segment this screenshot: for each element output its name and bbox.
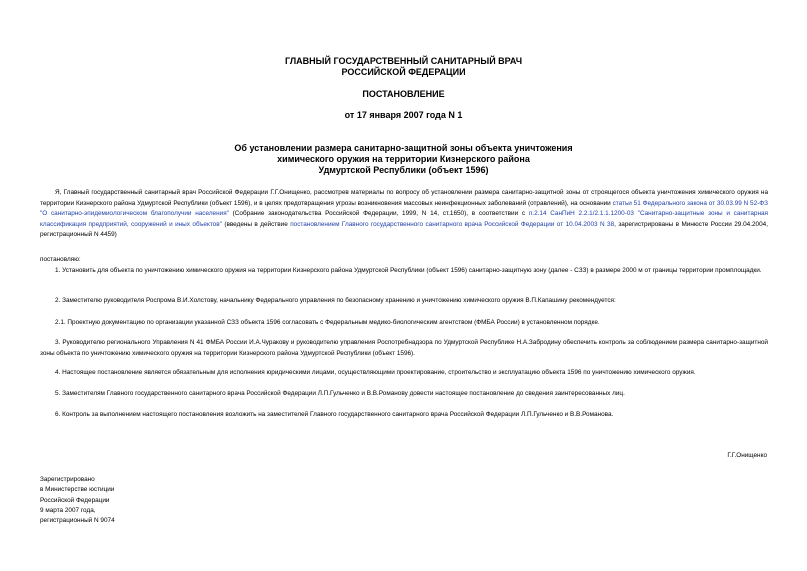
issuer-line-2: РОССИЙСКОЙ ФЕДЕРАЦИИ xyxy=(341,67,466,77)
registration-block xyxy=(40,475,115,526)
document-type: ПОСТАНОВЛЕНИЕ xyxy=(362,89,445,99)
preamble-text-4: , зарегистрированы в Минюсте России 29.04.2004, регистрационный N 4459) xyxy=(40,220,768,239)
item-4: 4. Настоящее постановление является обязательным для исполнения юридическими лицами, осуществляющими проектирование, строительство и эксплуатацию объекта 1596 по уничтожению химического оружия. xyxy=(55,369,696,376)
document-date: от 17 января 2007 года N 1 xyxy=(344,110,463,120)
preamble-paragraph xyxy=(40,188,768,241)
law-link[interactable]: статьи 51 Федерального закона от 30.03.99 N 52-ФЗ "О санитарно-эпидемиологическом благополучии населения" xyxy=(40,199,768,218)
item-3: 3. Руководителю регионального Управления N 41 ФМБА России И.А.Чуракову и руководителю управления Роспотребнадзора по Удмуртской Республике Н.А.Забродину обеспечить контроль за соблюдением размера санитарно-защитной зоны объекта по уничтожению химического оружия на территории Кизнерского района Удмуртской Республики (объект 1596). xyxy=(40,339,768,357)
registration-line-3: Российской Федерации xyxy=(40,496,110,504)
registration-line-5: регистрационный N 9074 xyxy=(40,517,115,525)
item-5: 5. Заместителям Главного государственного санитарного врача Российской Федерации Л.П.Гульченко и В.В.Романову довести настоящее постановление до сведения заинтересованных лиц. xyxy=(55,390,625,397)
item-1: 1. Установить для объекта по уничтожению химического оружия на территории Кизнерского района Удмуртской Республики (объект 1596) санитарно-защитную зону (далее - СЗЗ) в размере 2000 м от границы территории промплощадки. xyxy=(55,267,762,274)
signature: Г.Г.Онищенко xyxy=(727,452,767,459)
item-2-1: 2.1. Проектную документацию по организации указанной СЗЗ объекта 1596 согласовать с Федеральным медико-биологическим агентством (ФМБА России) в установленном порядке. xyxy=(55,319,600,326)
preamble-text-3: (введены в действие xyxy=(221,220,291,228)
preamble-text-2: (Собрание законодательства Российской Федерации, 1999, N 14, ст.1650), в соответствии с xyxy=(228,210,529,218)
registration-line-2: в Министерстве юстиции xyxy=(40,486,115,494)
item-2: 2. Заместителю руководителя Роспрома В.И.Холстову, начальнику Федерального управления по безопасному хранению и уничтожению химического оружия В.П.Капашину рекомендуется: xyxy=(55,297,616,304)
document-title-line-1: Об установлении размера санитарно-защитной зоны объекта уничтожения xyxy=(234,143,573,153)
decree-word: постановляю: xyxy=(40,256,81,263)
item-6: 6. Контроль за выполнением настоящего постановления возложить на заместителей Главного государственного санитарного врача Российской Федерации Л.П.Гульченко и В.В.Романова. xyxy=(55,411,614,418)
registration-line-4: 9 марта 2007 года, xyxy=(40,506,96,514)
issuer-line-1: ГЛАВНЫЙ ГОСУДАРСТВЕННЫЙ САНИТАРНЫЙ ВРАЧ xyxy=(284,56,523,66)
document-title-line-2: химического оружия на территории Кизнерского района xyxy=(277,154,530,164)
registration-line-1: Зарегистрировано xyxy=(40,476,95,483)
sanpin-link[interactable]: п.2.14 СанПиН 2.2.1/2.1.1.1200-03 "Санитарно-защитные зоны и санитарная классификация предприятий, сооружений и иных объектов" xyxy=(40,210,769,228)
document-title-line-3: Удмуртской Республики (объект 1596) xyxy=(318,165,489,175)
resolution-link[interactable]: постановлением Главного государственного санитарного врача Российской Федерации от 10.04.2003 N 38 xyxy=(290,220,615,228)
preamble-text-1: Я, Главный государственный санитарный врач Российской Федерации Г.Г.Онищенко, рассмотрев материалы по вопросу об установлении размера санитарно-защитной зоны от строящегося объекта уничтожения химического оружия на территории Кизнерского района Удмуртской Республики (объект 1596), и в целях предотвращения угрозы возникновения массовых неинфекционных заболеваний (отравлений), на основании xyxy=(40,189,768,207)
